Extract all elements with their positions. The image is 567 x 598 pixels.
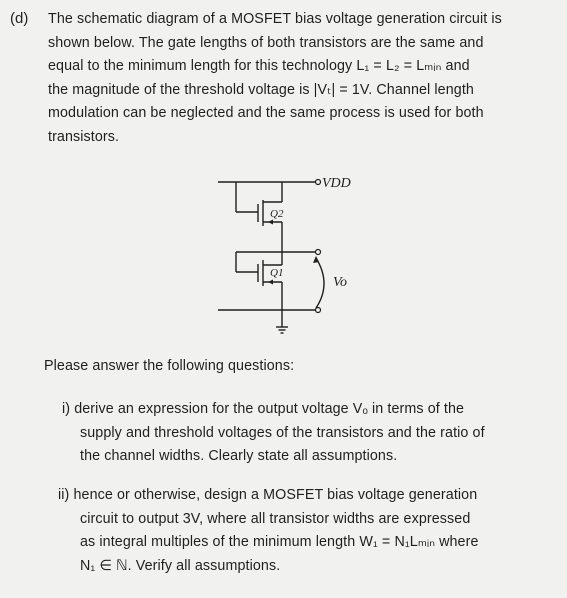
intro-line: the magnitude of the threshold voltage is |Vₜ| = 1V. Channel length <box>48 81 474 98</box>
vo-label: Vo <box>333 275 347 290</box>
ground-terminal <box>316 308 321 313</box>
question-ii-line: ii) hence or otherwise, design a MOSFET bias voltage generation <box>58 487 478 503</box>
question-i-line: the channel widths. Clearly state all assumptions. <box>80 448 398 464</box>
question-label: (d) <box>10 10 29 27</box>
intro-line: equal to the minimum length for this technology L₁ = L₂ = Lₘᵢₙ and <box>48 58 470 74</box>
q2-body-arrow-icon <box>268 220 273 225</box>
q1-label: Q1 <box>270 267 284 279</box>
question-ii-line: circuit to output 3V, where all transistor widths are expressed <box>80 510 471 527</box>
vo-arrow-head-icon <box>313 256 319 263</box>
question-ii <box>58 484 528 578</box>
vdd-label: VDD <box>322 176 351 191</box>
vdd-terminal <box>316 180 321 185</box>
vo-terminal <box>316 250 321 255</box>
intro-line: The schematic diagram of a MOSFET bias voltage generation circuit is <box>48 11 502 27</box>
question-ii-line: as integral multiples of the minimum length W₁ = N₁Lₘᵢₙ where <box>80 534 479 550</box>
q1-body-arrow-icon <box>268 280 273 285</box>
intro-line: modulation can be neglected and the same process is used for both <box>48 105 484 121</box>
question-i <box>62 398 532 469</box>
q2-label: Q2 <box>270 208 284 220</box>
question-ii-line: N₁ ∈ ℕ. Verify all assumptions. <box>80 557 281 574</box>
intro-line: transistors. <box>48 128 120 145</box>
intro-line: shown below. The gate lengths of both transistors are the same and <box>48 34 484 51</box>
question-i-line: supply and threshold voltages of the transistors and the ratio of <box>80 424 485 441</box>
prompt-text: Please answer the following questions: <box>44 358 295 374</box>
vo-arrow <box>316 258 324 308</box>
question-i-line: i) derive an expression for the output voltage Vₒ in terms of the <box>62 401 465 417</box>
